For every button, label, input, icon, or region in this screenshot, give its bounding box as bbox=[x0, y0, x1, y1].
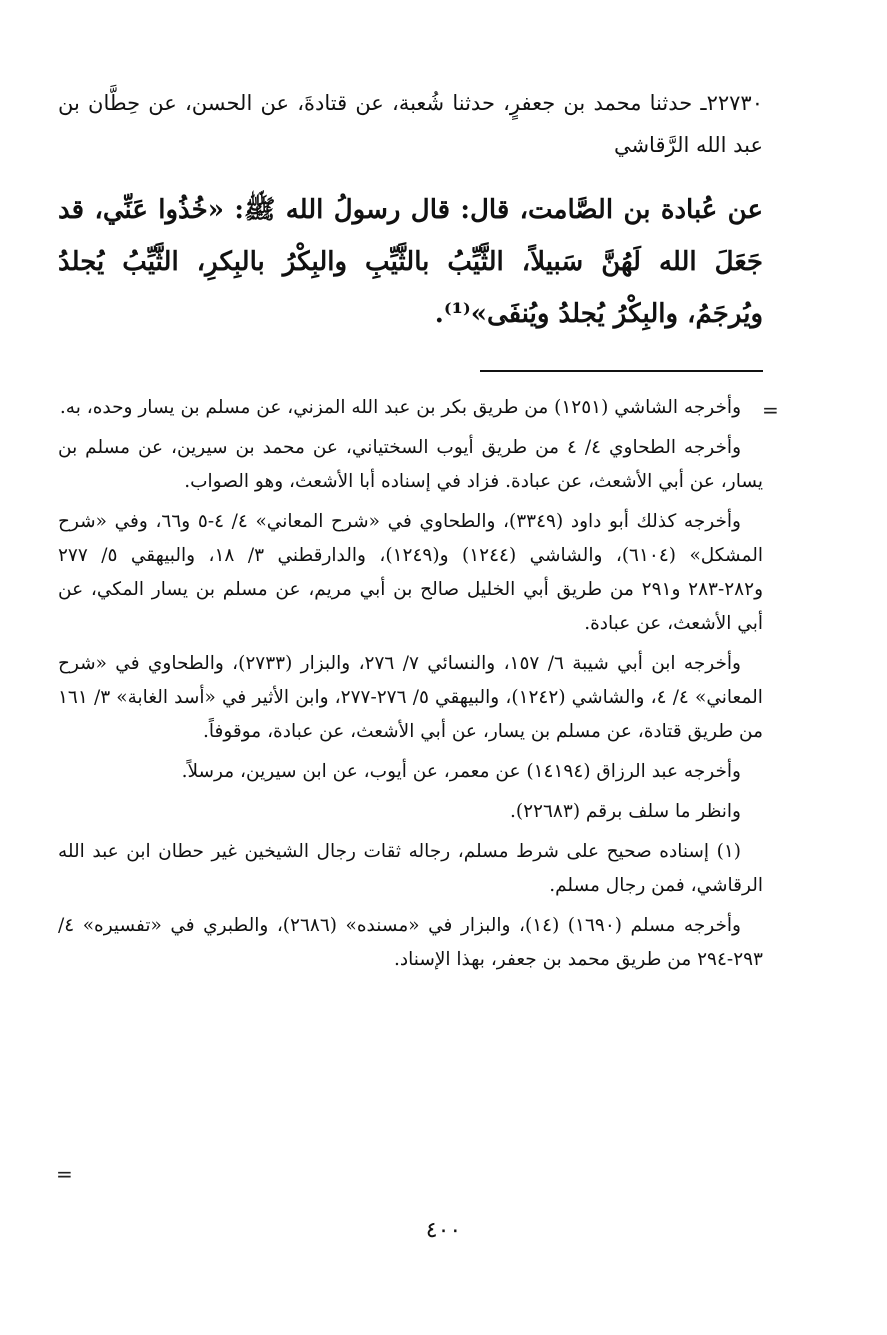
footnote-divider bbox=[480, 370, 763, 372]
footnote-paragraph: (١) إسناده صحيح على شرط مسلم، رجاله ثقات رجال الشيخين غير حطان ابن عبد الله الرقاشي، فمن رجال مسلم. bbox=[58, 841, 763, 896]
hadith-isnad: ٢٢٧٣٠ـ حدثنا محمد بن جعفرٍ، حدثنا شُعبة، عن قتادةَ، عن الحسن، عن حِطَّان بن عبد الله الرَّقاشي bbox=[58, 91, 763, 157]
continuation-mark-bottom: = bbox=[56, 1162, 73, 1186]
footnotes-section bbox=[58, 391, 763, 983]
footnote-paragraph: وأخرجه الشاشي (١٢٥١) من طريق بكر بن عبد الله المزني، عن مسلم بن يسار وحده، به. bbox=[59, 397, 741, 418]
footnote-paragraph: وأخرجه كذلك أبو داود (٣٣٤٩)، والطحاوي في «شرح المعاني» ٤/ ٤-٥ و٦٦، وفي «شرح المشكل» (٦١٠٤)، والشاشي (١٢٤٤) و(١٢٤٩)، والدارقطني ٣/ ١٨، والبيهقي ٥/ ٢٧٧ و٢٨٢-٢٨٣ و٢٩١ من طريق أبي الخليل صالح بن أبي مريم، عن مسلم بن يسار المكي، عن أبي الأشعث، عن عبادة. bbox=[58, 511, 763, 634]
continuation-mark-top: = bbox=[762, 398, 779, 422]
footnote-paragraph: وأخرجه عبد الرزاق (١٤١٩٤) عن معمر، عن أيوب، عن ابن سيرين، مرسلاً. bbox=[181, 761, 741, 782]
footnote-paragraph: وأخرجه الطحاوي ٤/ ٤ من طريق أيوب السختياني، عن محمد بن سيرين، عن مسلم بن يسار، عن أبي الأشعث، عن عبادة. فزاد في إسناده أبا الأشعث، وهو الصواب. bbox=[58, 437, 763, 492]
page-number: ٤٠٠ bbox=[425, 1218, 462, 1243]
hadith-matn: عن عُبادة بن الصَّامت، قال: قال رسولُ الله ﷺ: «خُذُوا عَنِّي، قد جَعَلَ الله لَهُنَّ سَبيلاً، الثَّيِّبُ بالثَّيِّبِ والبِكْرُ بالبِكرِ، الثَّيِّبُ يُجلدُ ويُرجَمُ، والبِكْرُ يُجلدُ ويُنفَى»⁽¹⁾. bbox=[58, 195, 763, 329]
footnote-paragraph: وأخرجه ابن أبي شيبة ٦/ ١٥٧، والنسائي ٧/ ٢٧٦، والبزار (٢٧٣٣)، والطحاوي في «شرح المعاني» ٤/ ٤، والشاشي (١٢٤٢)، والبيهقي ٥/ ٢٧٦-٢٧٧، وابن الأثير في «أسد الغابة» ٣/ ١٦١ من طريق قتادة، عن مسلم بن يسار، عن أبي الأشعث، عن عبادة، موقوفاً. bbox=[58, 653, 763, 742]
footnote-paragraph: وأخرجه مسلم (١٦٩٠) (١٤)، والبزار في «مسنده» (٢٦٨٦)، والطبري في «تفسيره» ٤/ ٢٩٣-٢٩٤ من طريق محمد بن جعفر، بهذا الإسناد. bbox=[58, 915, 763, 970]
footnote-paragraph: وانظر ما سلف برقم (٢٢٦٨٣). bbox=[510, 801, 741, 822]
